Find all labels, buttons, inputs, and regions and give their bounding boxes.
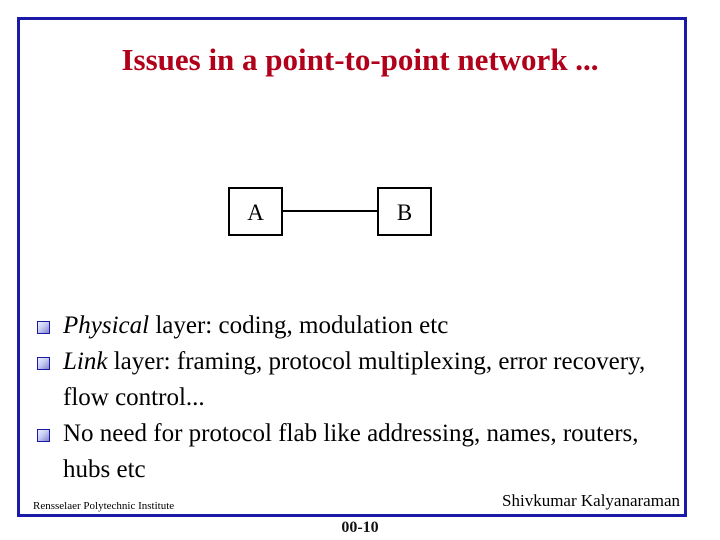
bullet-item-physical: [36, 308, 676, 344]
node-a-box: [228, 187, 283, 236]
square-bullet-icon: [37, 321, 50, 334]
bullet-text: layer: coding, modulation etc: [149, 312, 449, 339]
footer-institute: Rensselaer Polytechnic Institute: [33, 500, 175, 512]
square-bullet-icon: [37, 357, 50, 370]
footer-author: Shivkumar Kalyanaraman: [502, 491, 680, 510]
node-b-label: B: [396, 200, 413, 225]
link-line: [283, 210, 377, 212]
node-a-label: A: [247, 200, 264, 225]
bullet-text: No need for protocol flab like addressing, names, routers, hubs etc: [63, 420, 639, 483]
bullet-emphasis: Physical: [63, 312, 150, 339]
node-b-box: [377, 187, 432, 236]
slide-title: Issues in a point-to-point network ...: [121, 42, 599, 77]
bullet-list: [36, 308, 676, 488]
bullet-emphasis: Link: [63, 348, 108, 375]
bullet-item-no-flab: [36, 416, 676, 488]
square-bullet-icon: [37, 429, 50, 442]
bullet-text: layer: framing, protocol multiplexing, error recovery, flow control...: [63, 348, 646, 411]
bullet-item-link: [36, 344, 676, 416]
page-number: 00-10: [341, 519, 379, 536]
